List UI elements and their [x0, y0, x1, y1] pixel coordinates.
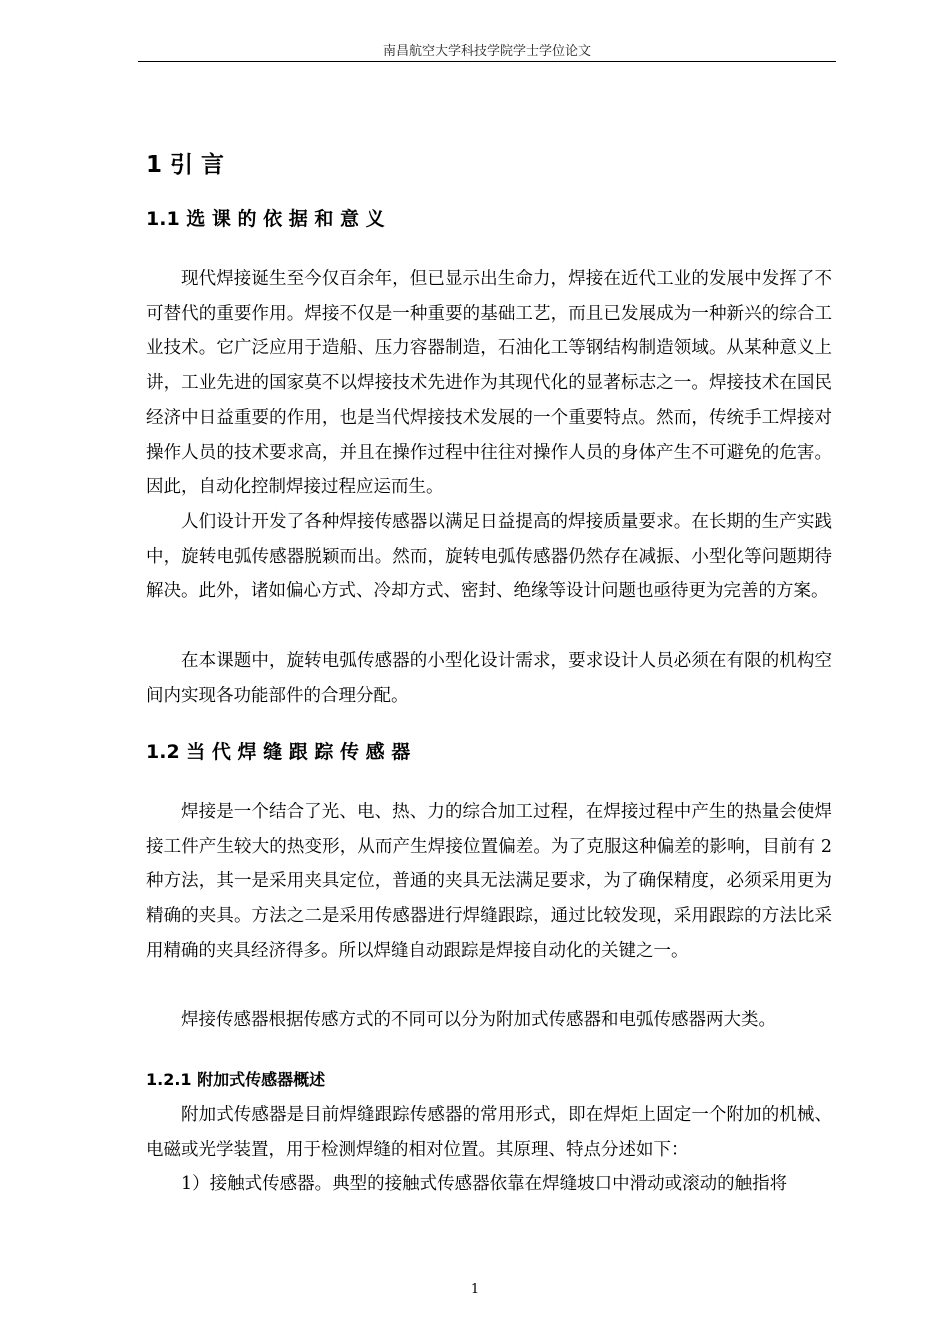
header-rule [138, 61, 836, 62]
paragraph: 在本课题中，旋转电弧传感器的小型化设计需求，要求设计人员必须在有限的机构空间内实现各功能部件的合理分配。 [146, 651, 832, 706]
paragraph: 焊接传感器根据传感方式的不同可以分为附加式传感器和电弧传感器两大类。 [181, 1010, 776, 1030]
paragraph: 焊接是一个结合了光、电、热、力的综合加工过程，在焊接过程中产生的热量会使焊接工件产生较大的热变形，从而产生焊接位置偏差。为了克服这种偏差的影响，目前有 2 种方法，其一是采用夹具定位，普通的夹具无法满足要求，为了确保精度，必须采用更为精确的夹具。方法之二是采用传感器进行焊缝跟踪，通过比较发现，采用跟踪的方法比采用精确的夹具经济得多。所以焊缝自动跟踪是焊接自动化的关键之一。 [146, 802, 832, 961]
subsection-title-1-2-1: 1.2.1 附加式传感器概述 [146, 1070, 326, 1089]
section-title-1-1: 1.1 选 课 的 依 据 和 意 义 [146, 208, 385, 230]
chapter-title: 1 引 言 [146, 152, 225, 178]
paragraph: 附加式传感器是目前焊缝跟踪传感器的常用形式，即在焊炬上固定一个附加的机械、电磁或光学装置，用于检测焊缝的相对位置。其原理、特点分述如下： [146, 1105, 832, 1160]
paragraph: 人们设计开发了各种焊接传感器以满足日益提高的焊接质量要求。在长期的生产实践中，旋转电弧传感器脱颖而出。然而，旋转电弧传感器仍然存在减振、小型化等问题期待解决。此外，诸如偏心方式、冷却方式、密封、绝缘等设计问题也亟待更为完善的方案。 [146, 512, 832, 602]
page-number: 1 [470, 1282, 480, 1297]
paragraph: 现代焊接诞生至今仅百余年，但已显示出生命力，焊接在近代工业的发展中发挥了不可替代的重要作用。焊接不仅是一种重要的基础工艺，而且已发展成为一种新兴的综合工业技术。它广泛应用于造船、压力容器制造，石油化工等钢结构制造领域。从某种意义上讲，工业先进的国家莫不以焊接技术先进作为其现代化的显著标志之一。焊接技术在国民经济中日益重要的作用，也是当代焊接技术发展的一个重要特点。然而，传统手工焊接对操作人员的技术要求高，并且在操作过程中往往对操作人员的身体产生不可避免的危害。因此，自动化控制焊接过程应运而生。 [146, 269, 832, 498]
page-header: 南昌航空大学科技学院学士学位论文 [382, 44, 591, 59]
section-title-1-2: 1.2 当 代 焊 缝 跟 踪 传 感 器 [146, 741, 411, 763]
paragraph: 1）接触式传感器。典型的接触式传感器依靠在焊缝坡口中滑动或滚动的触指将 [181, 1174, 788, 1194]
